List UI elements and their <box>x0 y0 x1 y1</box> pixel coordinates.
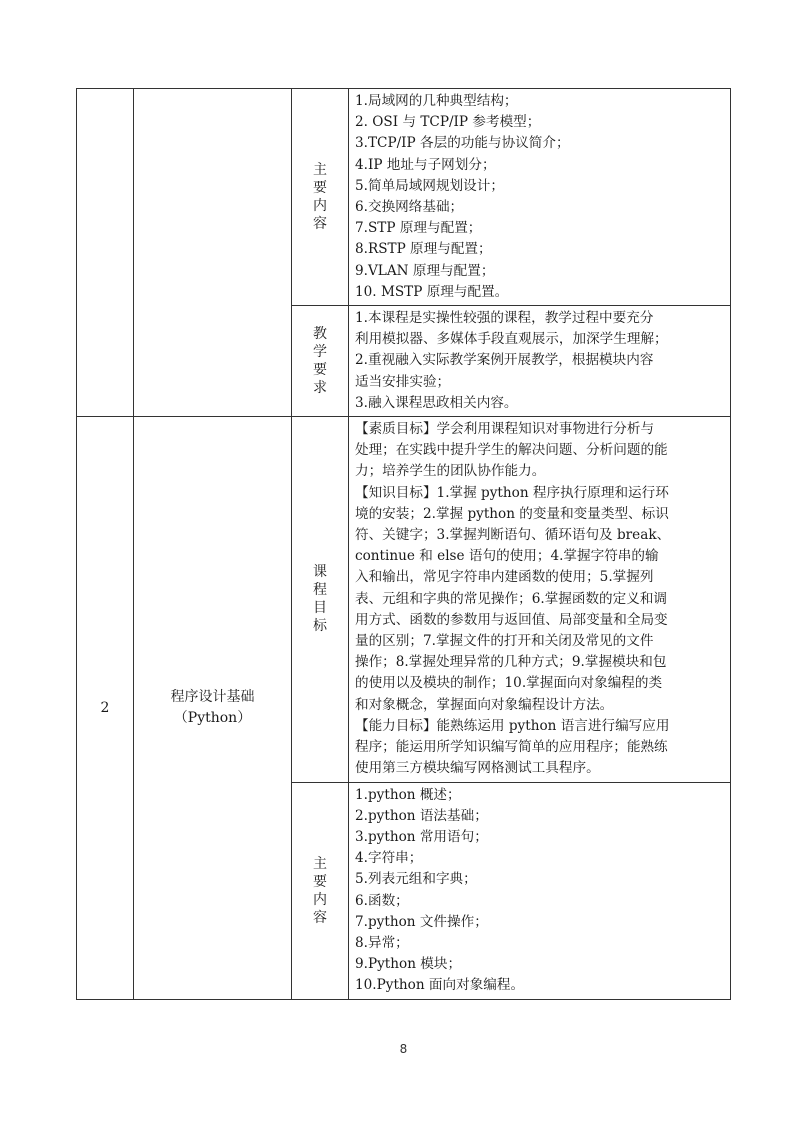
list-item: 6.交换网络基础； <box>355 199 464 216</box>
list-item: 10.Python 面向对象编程。 <box>355 977 525 994</box>
list-item: 8.异常； <box>355 934 409 951</box>
list-item: 5.简单局域网规划设计； <box>355 177 504 194</box>
row-label-course-goals: 课 程 目 标 <box>292 417 349 782</box>
list-item: 10. MSTP 原理与配置。 <box>355 283 509 300</box>
list-item: 7.python 文件操作； <box>355 913 488 930</box>
list-item: 2. OSI 与 TCP/IP 参考模型； <box>355 114 541 131</box>
page-number: 8 <box>399 1042 408 1056</box>
list-item: 9.Python 模块； <box>355 956 462 973</box>
list-item: 3.python 常用语句； <box>355 828 488 845</box>
list-item: 1.python 概述； <box>355 786 461 803</box>
list-item: 7.STP 原理与配置； <box>355 220 482 237</box>
curriculum-table <box>76 88 731 1000</box>
course-name <box>134 417 292 999</box>
row-label-main-content: 主 要 内 容 <box>292 89 349 306</box>
list-item: 4.IP 地址与子网划分； <box>355 156 496 173</box>
table-row <box>77 417 731 782</box>
course-goals-text: 【素质目标】学会利用课程知识对事物进行分析与 处理；在实践中提升学生的解决问题、分析问题的能 力；培养学生的团队协作能力。 【知识目标】1.掌握 python 程序执行原理和运行环 境的安装；2.掌握 python 的变量和变量类型、标识 符、关键字；3.掌握判断语句、循环语句及 break、 continue 和 else 语句的使用；4.掌握字符串的输 入和输出，常见字符串内建函数的使用；5.掌握列 表、元组和字典的常见操作；6.掌握函数的定义和调 用方式、函数的参数用与返回值、局部变量和全局变 量的区别；7.掌握文件的打开和关闭及常见的文件 操作；8.掌握处理异常的几种方式；9.掌握模块和包 的使用以及模块的制作；10.掌握面向对象编程的类 和对象概念，掌握面向对象编程设计方法。 【能力目标】能熟练运用 python 语言进行编写应用 程序；能运用所学知识编写简单的应用程序；能熟练 使用第三方模块编写网格测试工具程序。 <box>349 417 731 782</box>
list-item: 1.局域网的几种典型结构； <box>355 93 518 109</box>
list-item: 4.字符串； <box>355 850 423 867</box>
number-cell <box>77 89 134 417</box>
row-label-main-content-2: 主 要 内 容 <box>292 782 349 999</box>
list-item: 2.python 语法基础； <box>355 807 488 824</box>
main-content-list-2 <box>349 782 731 999</box>
row-label-teaching-requirements: 教 学 要 求 <box>292 306 349 417</box>
course-number: 2 <box>77 417 134 999</box>
list-item: 9.VLAN 原理与配置； <box>355 262 495 279</box>
main-content-list <box>349 89 731 306</box>
course-name-cell <box>134 89 292 417</box>
table-row <box>77 89 731 306</box>
course-subtitle: （Python） <box>173 709 252 726</box>
list-item: 5.列表元组和字典； <box>355 871 477 888</box>
teaching-requirements-text: 1.本课程是实操性较强的课程，教学过程中要充分 利用模拟器、多媒体手段直观展示，加深学生理解； 2.重视融入实际教学案例开展教学，根据模块内容 适当安排实验； 3.融入课程思政相关内容。 <box>349 306 731 417</box>
course-title: 程序设计基础 <box>170 688 255 705</box>
list-item: 8.RSTP 原理与配置； <box>355 241 492 258</box>
list-item: 6.函数； <box>355 892 409 909</box>
list-item: 3.TCP/IP 各层的功能与协议简介； <box>355 135 570 152</box>
